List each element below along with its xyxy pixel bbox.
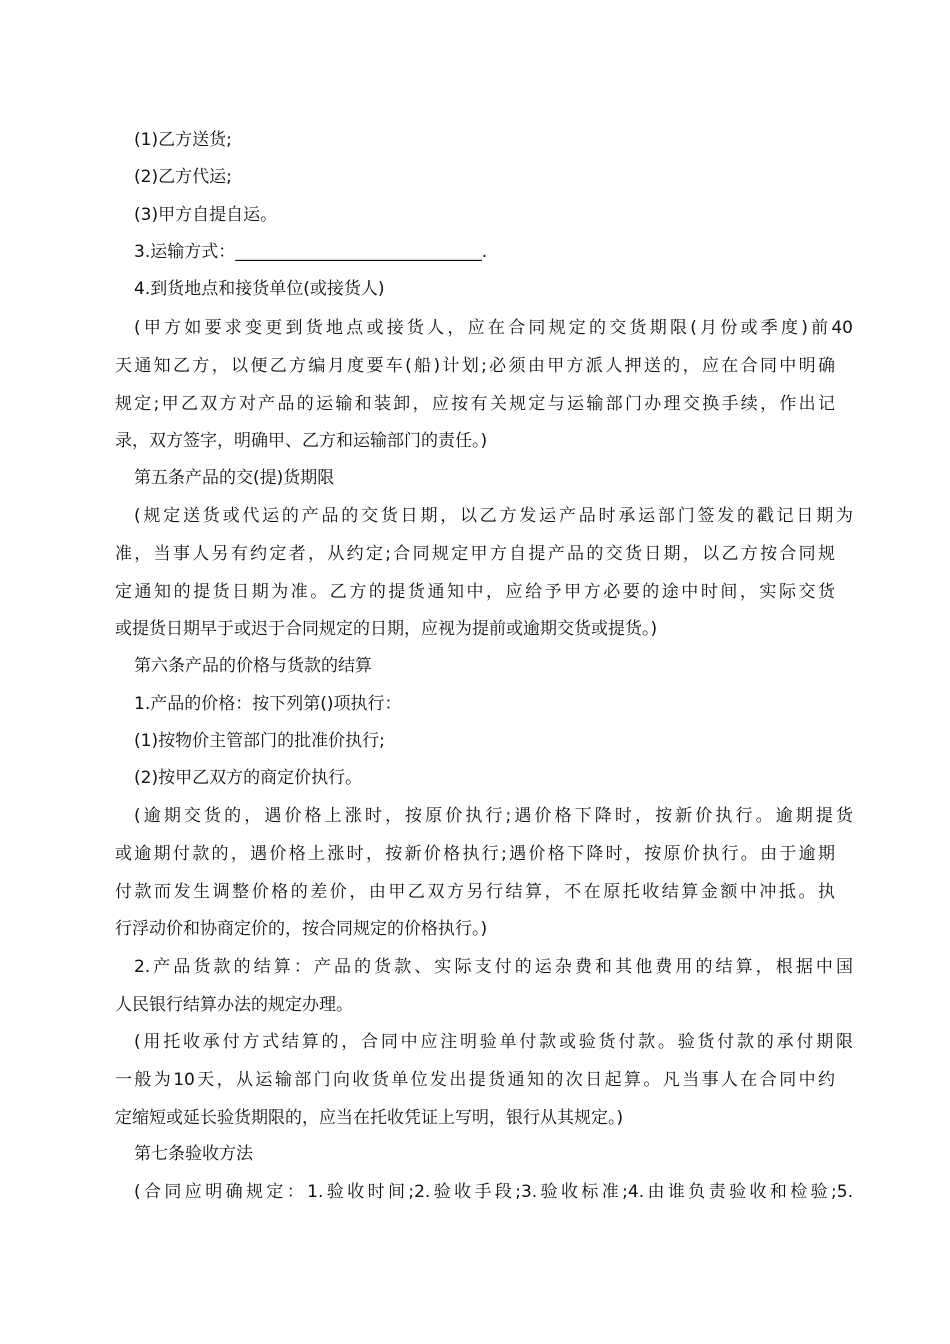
section-heading: 4.到货地点和接货单位(或接货人) xyxy=(134,279,385,299)
text-line: 付款而发生调整价格的差价，由甲乙双方另行结算，不在原托收结算金额中冲抵。执 xyxy=(115,882,835,902)
text-line: 规定;甲乙双方对产品的运输和装卸，应按有关规定与运输部门办理交换手续，作出记 xyxy=(115,394,835,414)
text-line: 1.产品的价格：按下列第()项执行： xyxy=(134,694,402,714)
text-line: (合同应明确规定：1.验收时间;2.验收手段;3.验收标准;4.由谁负责验收和检验;5. xyxy=(134,1182,853,1202)
text-line: 定通知的提货日期为准。乙方的提货通知中，应给予甲方必要的途中时间，实际交货 xyxy=(115,582,835,602)
text-line: 一般为10天，从运输部门向收货单位发出提货通知的次日起算。凡当事人在合同中约 xyxy=(115,1070,835,1090)
text-line: 或提货日期早于或迟于合同规定的日期，应视为提前或逾期交货或提货。) xyxy=(115,619,658,639)
article-heading: 第七条验收方法 xyxy=(134,1144,253,1164)
text-line: 定缩短或延长验货期限的，应当在托收凭证上写明，银行从其规定。) xyxy=(115,1108,624,1128)
text-line: (甲方如要求变更到货地点或接货人，应在合同规定的交货期限(月份或季度)前40 xyxy=(134,318,853,338)
text-line: (1)乙方送货; xyxy=(134,130,232,150)
text-line: (3)甲方自提自运。 xyxy=(134,205,278,225)
text-line: (规定送货或代运的产品的交货日期，以乙方发运产品时承运部门签发的戳记日期为 xyxy=(134,506,853,526)
text-line: (逾期交货的，遇价格上涨时，按原价执行;遇价格下降时，按新价执行。逾期提货 xyxy=(134,806,853,826)
text-line: (2)乙方代运; xyxy=(134,167,232,187)
text-line: 2.产品货款的结算：产品的货款、实际支付的运杂费和其他费用的结算，根据中国 xyxy=(134,957,853,977)
text-line: 录，双方签字，明确甲、乙方和运输部门的责任。) xyxy=(115,431,488,451)
text-line: (用托收承付方式结算的，合同中应注明验单付款或验货付款。验货付款的承付期限 xyxy=(134,1032,853,1052)
text-line: 天通知乙方，以便乙方编月度要车(船)计划;必须由甲方派人押送的，应在合同中明确 xyxy=(115,356,835,376)
text-line: (2)按甲乙双方的商定价执行。 xyxy=(134,768,363,788)
text-line: 准，当事人另有约定者，从约定;合同规定甲方自提产品的交货日期，以乙方按合同规 xyxy=(115,544,835,564)
article-heading: 第六条产品的价格与货款的结算 xyxy=(134,656,372,676)
article-heading: 第五条产品的交(提)货期限 xyxy=(134,468,335,488)
text-line: 行浮动价和协商定价的，按合同规定的价格执行。) xyxy=(115,919,488,939)
text-line: (1)按物价主管部门的批准价执行; xyxy=(134,731,385,751)
text-line: 人民银行结算办法的规定办理。 xyxy=(115,995,353,1015)
text-line: 或逾期付款的，遇价格上涨时，按新价格执行;遇价格下降时，按原价执行。由于逾期 xyxy=(115,844,835,864)
text-line: 3.运输方式：_____________________________. xyxy=(134,242,488,262)
